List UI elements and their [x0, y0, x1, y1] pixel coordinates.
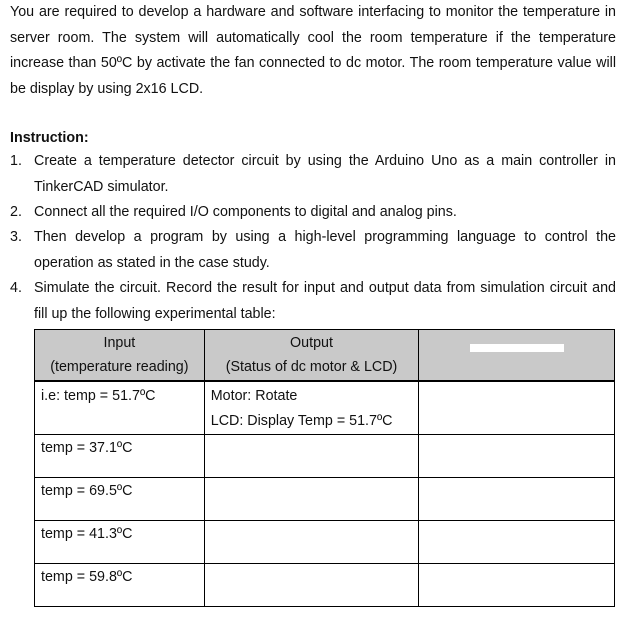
instruction-heading: Instruction:: [10, 130, 89, 146]
step-1: [10, 149, 616, 200]
intro-paragraph: You are required to develop a hardware and software interfacing to monitor the temperature in server room. The system will automatically cool the room temperature if the temperature increase than 50ºC by activate the fan connected to dc motor. The room temperature value will be display by using 2x16 LCD.: [10, 4, 616, 97]
table-row: [35, 564, 615, 607]
extra-cell[interactable]: [419, 521, 615, 564]
redacted-mark: [470, 344, 564, 352]
step-2: [10, 200, 616, 226]
step-number: 4.: [10, 280, 22, 296]
table-row: [35, 521, 615, 564]
example-output: [204, 381, 419, 435]
header-output: [204, 330, 419, 382]
extra-cell[interactable]: [419, 478, 615, 521]
header-blank: [419, 330, 615, 382]
step-text: Create a temperature detector circuit by using the Arduino Uno as a main controller in TinkerCAD simulator.: [34, 153, 616, 195]
table-row-example: [35, 381, 615, 435]
output-cell[interactable]: [204, 478, 419, 521]
input-cell: temp = 41.3ºC: [35, 521, 205, 564]
example-extra-cell: [419, 381, 615, 435]
input-cell: temp = 69.5ºC: [35, 478, 205, 521]
header-input-title: Input: [103, 335, 136, 351]
output-cell[interactable]: [204, 521, 419, 564]
extra-cell[interactable]: [419, 564, 615, 607]
input-cell: temp = 59.8ºC: [35, 564, 205, 607]
table-row: [35, 478, 615, 521]
experimental-table: [34, 329, 615, 607]
header-output-subtitle: (Status of dc motor & LCD): [225, 359, 398, 375]
step-number: 2.: [10, 204, 22, 220]
header-input-subtitle: (temperature reading): [50, 359, 189, 375]
step-3: [10, 225, 616, 276]
table-header-row: [35, 330, 615, 382]
step-text: Then develop a program by using a high-level programming language to control the operation as stated in the case study.: [34, 229, 616, 271]
step-text: Connect all the required I/O components to digital and analog pins.: [34, 204, 457, 220]
output-cell[interactable]: [204, 564, 419, 607]
output-cell[interactable]: [204, 435, 419, 478]
step-number: 3.: [10, 229, 22, 245]
step-4: [10, 276, 616, 327]
input-cell: temp = 37.1ºC: [35, 435, 205, 478]
table-row: [35, 435, 615, 478]
extra-cell[interactable]: [419, 435, 615, 478]
step-number: 1.: [10, 153, 22, 169]
header-input: [35, 330, 205, 382]
step-text: Simulate the circuit. Record the result for input and output data from simulation circuit and fill up the following experimental table:: [34, 280, 616, 322]
example-lcd-status: LCD: Display Temp = 51.7ºC: [210, 413, 393, 429]
example-input: i.e: temp = 51.7ºC: [35, 381, 205, 435]
header-output-title: Output: [290, 335, 333, 351]
example-motor-status: Motor: Rotate: [210, 388, 298, 404]
